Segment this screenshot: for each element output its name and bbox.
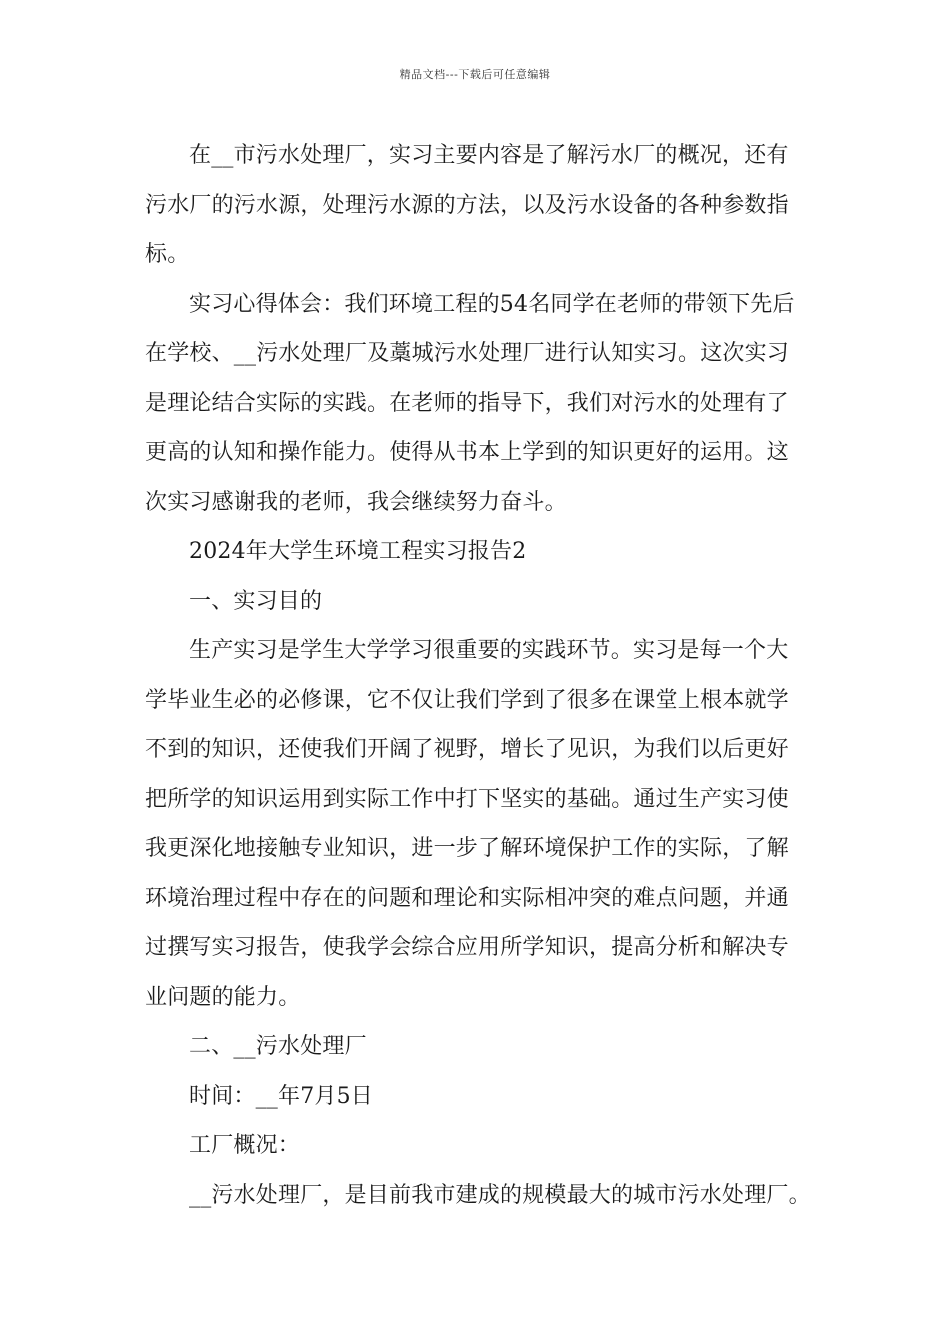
paragraph-line: __污水处理厂，是目前我市建成的规模最大的城市污水处理厂。 — [189, 1182, 811, 1208]
paragraph-line: 在__市污水处理厂，实习主要内容是了解污水厂的概况，还有 — [189, 143, 789, 168]
paragraph-line: 实习心得体会：我们环境工程的54名同学在老师的带领下先后 — [189, 291, 795, 317]
paragraph-line: 标。 — [145, 242, 190, 267]
paragraph-line: 学毕业生必的必修课，它不仅让我们学到了很多在课堂上根本就学 — [145, 687, 789, 713]
section-heading: 二、__污水处理厂 — [189, 1034, 367, 1059]
section-title: 2024年大学生环境工程实习报告2 — [189, 539, 527, 564]
date-line: 时间：__年7月5日 — [189, 1083, 373, 1109]
page-header: 精品文档---下载后可任意编辑 — [399, 68, 551, 81]
paragraph-line: 是理论结合实际的实践。在老师的指导下，我们对污水的处理有了 — [145, 390, 789, 416]
paragraph-line: 生产实习是学生大学学习很重要的实践环节。实习是每一个大 — [189, 638, 789, 663]
subheading: 工厂概况： — [189, 1133, 301, 1158]
paragraph-line: 在学校、__污水处理厂及藁城污水处理厂进行认知实习。这次实习 — [145, 341, 790, 366]
paragraph-line: 环境治理过程中存在的问题和理论和实际相冲突的难点问题，并通 — [145, 885, 789, 911]
paragraph-line: 次实习感谢我的老师，我会继续努力奋斗。 — [145, 489, 567, 515]
paragraph-line: 把所学的知识运用到实际工作中打下坚实的基础。通过生产实习使 — [145, 786, 789, 812]
paragraph-line: 不到的知识，还使我们开阔了视野，增长了见识，为我们以后更好 — [145, 737, 789, 762]
section-heading: 一、实习目的 — [189, 588, 323, 614]
paragraph-line: 污水厂的污水源，处理污水源的方法，以及污水设备的各种参数指 — [145, 192, 789, 218]
paragraph-line: 过撰写实习报告，使我学会综合应用所学知识，提高分析和解决专 — [145, 935, 789, 960]
document-body — [145, 131, 817, 1220]
paragraph-line: 更高的认知和操作能力。使得从书本上学到的知识更好的运用。这 — [145, 440, 789, 465]
paragraph-line: 业问题的能力。 — [145, 984, 301, 1010]
paragraph-line: 我更深化地接触专业知识，进一步了解环境保护工作的实际，了解 — [145, 836, 789, 861]
